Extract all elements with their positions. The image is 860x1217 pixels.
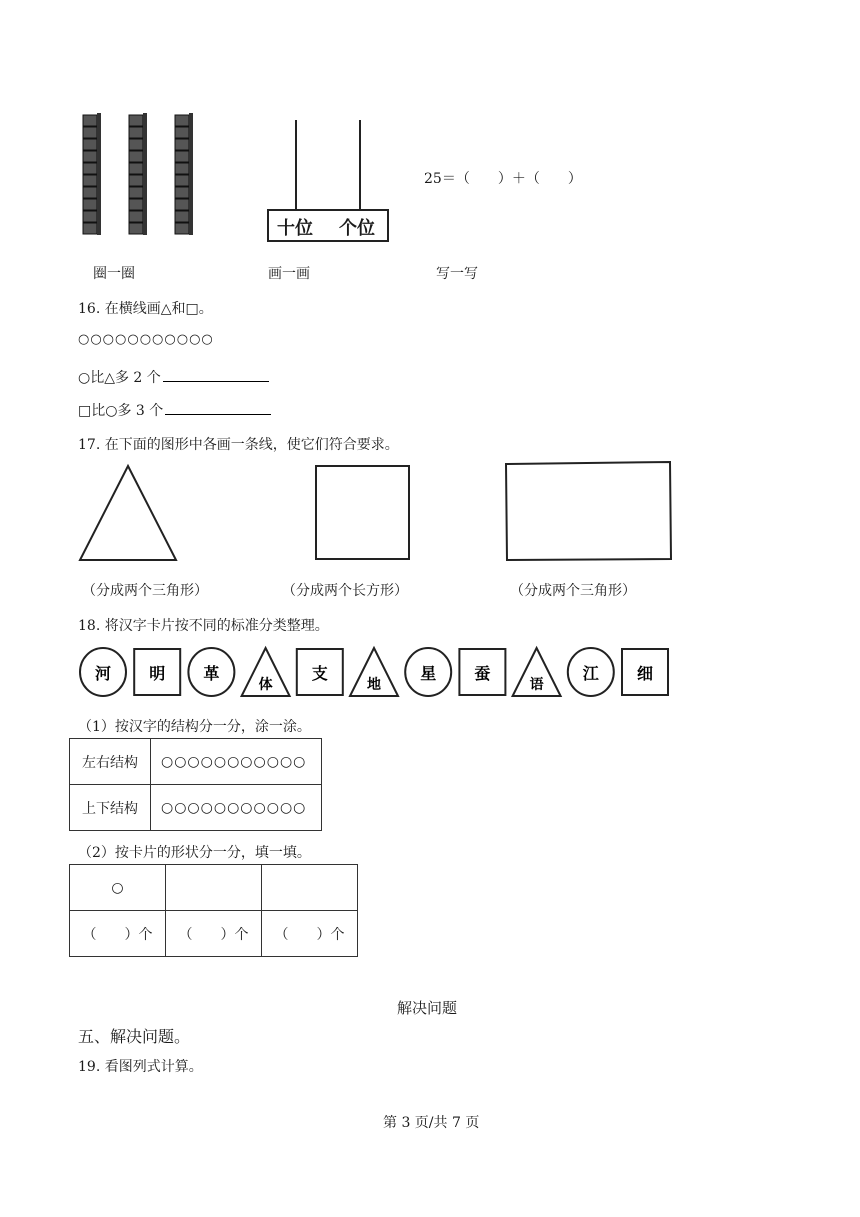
part-1-title: （1）按汉字的结构分一分，涂一涂。 [78,719,311,735]
rod-cube [83,139,97,150]
card-character: 体 [258,677,273,693]
card-character: 江 [582,664,599,683]
shape-table [69,864,358,957]
rod-cube [175,223,189,234]
shape-count-cell-2[interactable]: （ ）个 [166,911,262,957]
caption-rectangle: （分成两个三角形） [510,583,636,599]
rod-side [189,113,193,235]
question-18-title: 18. 将汉字卡片按不同的标准分类整理。 [78,618,329,634]
card-character: 支 [311,664,328,683]
rod-cube [129,175,143,186]
caption-square: （分成两个长方形） [282,583,408,599]
q16-line-1 [78,367,269,387]
rod-cube [83,187,97,198]
caption-triangle: （分成两个三角形） [82,583,208,599]
rod-cube [129,139,143,150]
rod-cube [129,211,143,222]
rod-cube [129,115,143,126]
question-16-title: 16. 在横线画△和□。 [78,301,213,317]
rectangle-shape [504,460,674,564]
rod-cube [83,151,97,162]
question-19-title: 19. 看图列式计算。 [78,1059,203,1075]
rod-cube [175,139,189,150]
caption-write: 写一写 [436,266,478,282]
rod-side [97,113,101,235]
q16-line-2 [78,400,271,420]
answer-blank-2[interactable] [165,402,271,415]
section-title: 五、解决问题。 [78,1027,191,1046]
rod-cube [83,163,97,174]
question-17-title: 17. 在下面的图形中各画一条线，使它们符合要求。 [78,437,399,453]
card-character: 革 [203,664,220,683]
page-footer: 第 3 页/共 7 页 [383,1115,480,1131]
rod-cube [175,211,189,222]
structure-label-lr: 左右结构 [70,739,151,785]
rod-cube [129,187,143,198]
rod-cube [175,127,189,138]
shape-header-empty-2 [262,865,358,911]
rod-cube [83,115,97,126]
rod-cube [83,223,97,234]
structure-label-tb: 上下结构 [70,785,151,831]
rod-cube [83,199,97,210]
q16-circles-row: ○○○○○○○○○○○ [78,332,214,347]
rod-cube [175,151,189,162]
shape-count-cell-1[interactable]: （ ）个 [70,911,166,957]
caption-circle: 圈一圈 [93,266,135,282]
caption-draw: 画一画 [268,266,310,282]
q16-line-2-text: □比○多 3 个 [78,403,164,419]
card-character: 星 [420,664,437,683]
card-character: 细 [636,664,654,683]
character-cards [78,646,673,698]
rod-cube [175,175,189,186]
rod-cube [175,115,189,126]
card-character: 语 [529,677,544,693]
rod-cube [129,127,143,138]
rod-cube [129,199,143,210]
square-shape [314,464,412,562]
place-ones-label: 个位 [339,218,375,239]
triangle-shape [78,464,180,562]
rod-cube [129,163,143,174]
rod-cube [83,211,97,222]
answer-blank-1[interactable] [163,369,269,382]
shape-header-empty-1 [166,865,262,911]
rod-cube [175,163,189,174]
section-header: 解决问题 [397,999,458,1017]
equation-text: 25＝（ ）＋（ ） [424,171,582,187]
part-2-title: （2）按卡片的形状分一分，填一填。 [78,845,311,861]
rod-cube [129,151,143,162]
place-tens-label: 十位 [277,218,313,239]
rod-cube [129,223,143,234]
shape-count-cell-3[interactable]: （ ）个 [262,911,358,957]
structure-circles-tb[interactable]: ○○○○○○○○○○○ [151,785,322,831]
rod-cube [175,187,189,198]
rod-cube [83,175,97,186]
shape-header-circle: ○ [70,865,166,911]
rod-cube [175,199,189,210]
tens-rods-figure [80,112,200,238]
rod-cube [83,127,97,138]
card-character: 河 [94,664,112,683]
structure-circles-lr[interactable]: ○○○○○○○○○○○ [151,739,322,785]
card-character: 明 [149,664,166,683]
rod-side [143,113,147,235]
structure-table [69,738,322,831]
card-character: 地 [367,677,381,693]
q16-line-1-text: ○比△多 2 个 [78,370,161,386]
card-character: 蚕 [474,664,491,683]
